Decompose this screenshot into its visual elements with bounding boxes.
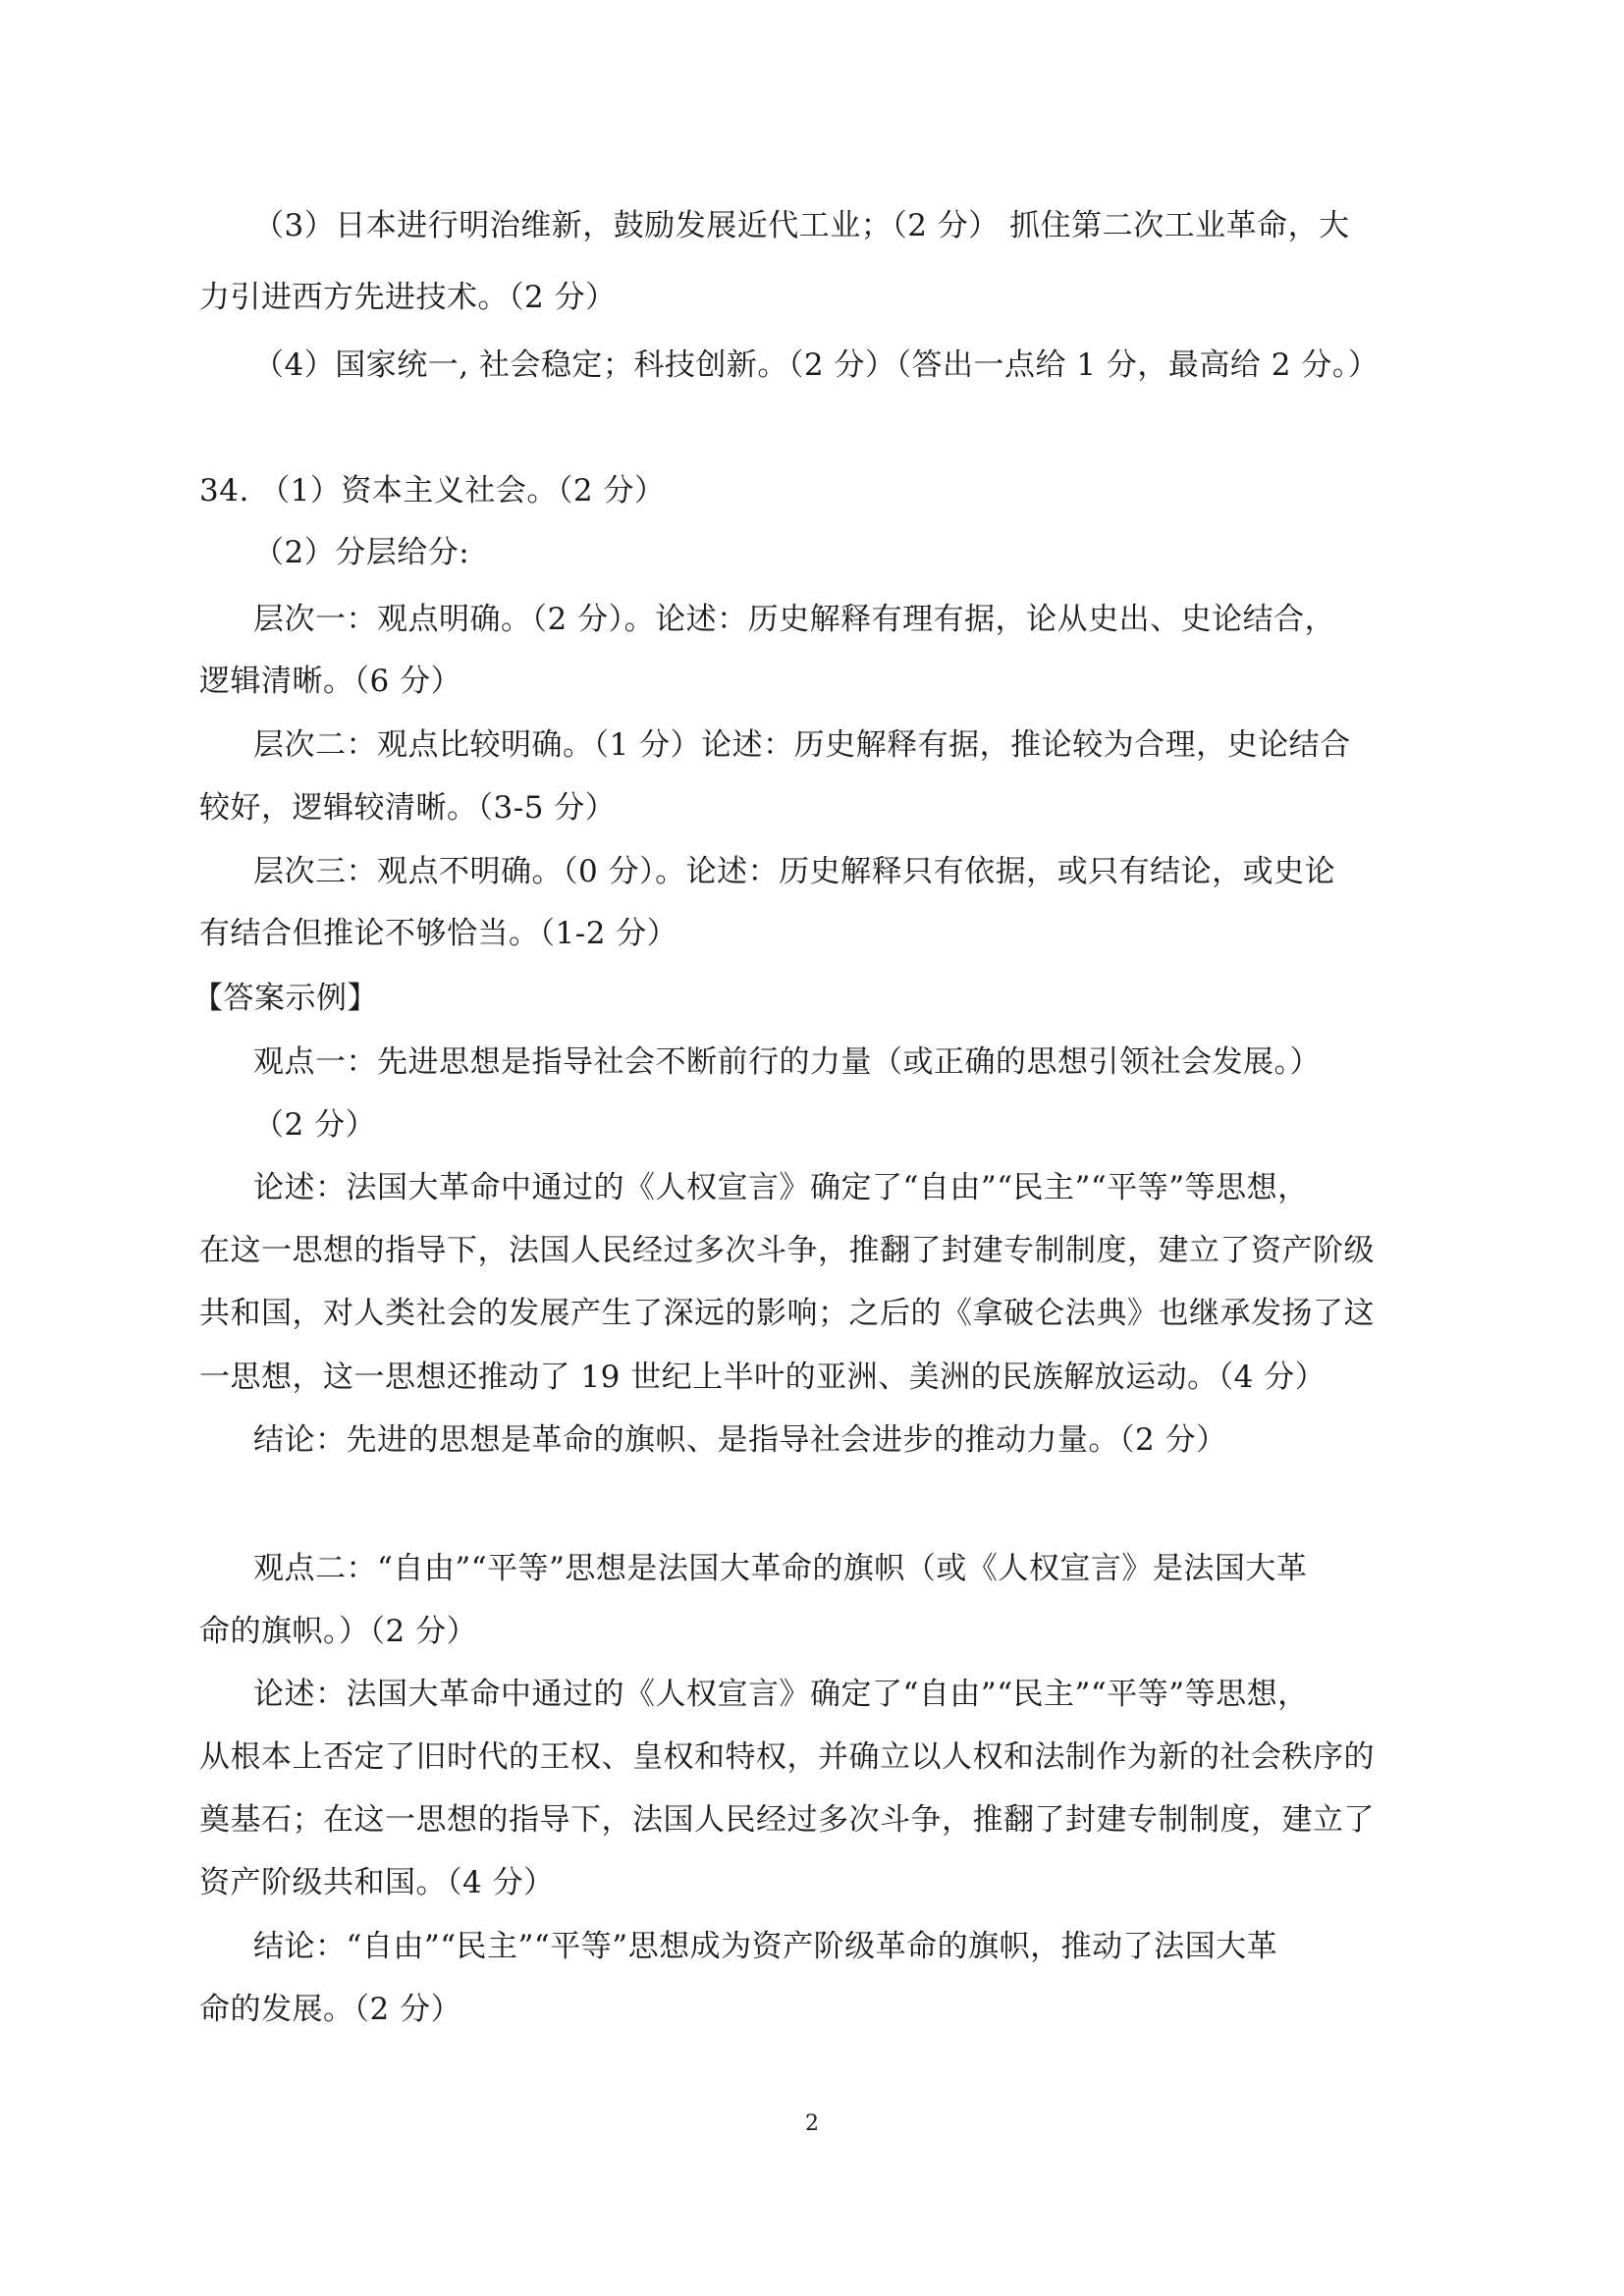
conclusion-1: 结论：先进的思想是革命的旗帜、是指导社会进步的推动力量。（2 分）	[253, 1422, 1227, 1458]
question-34-part-1: 34. （1）资本主义社会。（2 分）	[199, 473, 666, 508]
level-1-line-1: 层次一：观点明确。（2 分）。论述：历史解释有理有据，论从史出、史论结合，	[253, 602, 1336, 637]
viewpoint-1-line-2: （2 分）	[253, 1107, 377, 1143]
answer-4-line-1: （4）国家统一, 社会稳定；科技创新。（2 分）（答出一点给 1 分，最高给 2 分。）	[253, 347, 1380, 383]
viewpoint-2-line-2: 命的旗帜。）（2 分）	[199, 1614, 478, 1649]
level-3-line-1: 层次三：观点不明确。（0 分）。论述：历史解释只有依据，或只有结论，或史论	[253, 854, 1336, 889]
argument-1-line-3: 共和国，对人类社会的发展产生了深远的影响；之后的《拿破仑法典》也继承发扬了这	[199, 1296, 1375, 1331]
answer-example-heading: 【答案示例】	[192, 981, 378, 1016]
argument-2-line-3: 奠基石；在这一思想的指导下，法国人民经过多次斗争，推翻了封建专制制度，建立了	[199, 1802, 1375, 1838]
argument-2-line-4: 资产阶级共和国。（4 分）	[199, 1865, 555, 1900]
argument-2-line-1: 论述：法国大革命中通过的《人权宣言》确定了“自由”“民主”“平等”等思想，	[253, 1677, 1309, 1712]
argument-1-line-2: 在这一思想的指导下，法国人民经过多次斗争，推翻了封建专制制度，建立了资产阶级	[199, 1233, 1375, 1268]
argument-2-line-2: 从根本上否定了旧时代的王权、皇权和特权，并确立以人权和法制作为新的社会秩序的	[199, 1739, 1375, 1775]
argument-1-line-4: 一思想，这一思想还推动了 19 世纪上半叶的亚洲、美洲的民族解放运动。（4 分）	[199, 1360, 1326, 1395]
answer-3-line-2: 力引进西方先进技术。（2 分）	[199, 280, 617, 315]
viewpoint-1-line-1: 观点一：先进思想是指导社会不断前行的力量（或正确的思想引领社会发展。）	[253, 1044, 1321, 1080]
question-34-part-2-heading: （2）分层给分:	[253, 535, 470, 570]
conclusion-2-line-2: 命的发展。（2 分）	[199, 1992, 462, 2027]
viewpoint-2-line-1: 观点二：“自由”“平等”思想是法国大革命的旗帜（或《人权宣言》是法国大革	[253, 1551, 1308, 1586]
answer-3-line-1: （3）日本进行明治维新，鼓励发展近代工业；（2 分） 抓住第二次工业革命，大	[253, 208, 1350, 243]
level-1-line-2: 逻辑清晰。（6 分）	[199, 664, 462, 699]
level-2-line-1: 层次二：观点比较明确。（1 分）论述：历史解释有据，推论较为合理，史论结合	[253, 727, 1351, 763]
conclusion-2-line-1: 结论：“自由”“民主”“平等”思想成为资产阶级革命的旗帜，推动了法国大革	[253, 1929, 1278, 1964]
page-number: 2	[805, 2111, 819, 2136]
level-3-line-2: 有结合但推论不够恰当。（1-2 分）	[199, 916, 678, 951]
level-2-line-2: 较好，逻辑较清晰。（3-5 分）	[199, 790, 617, 826]
argument-1-line-1: 论述：法国大革命中通过的《人权宣言》确定了“自由”“民主”“平等”等思想，	[253, 1170, 1309, 1205]
